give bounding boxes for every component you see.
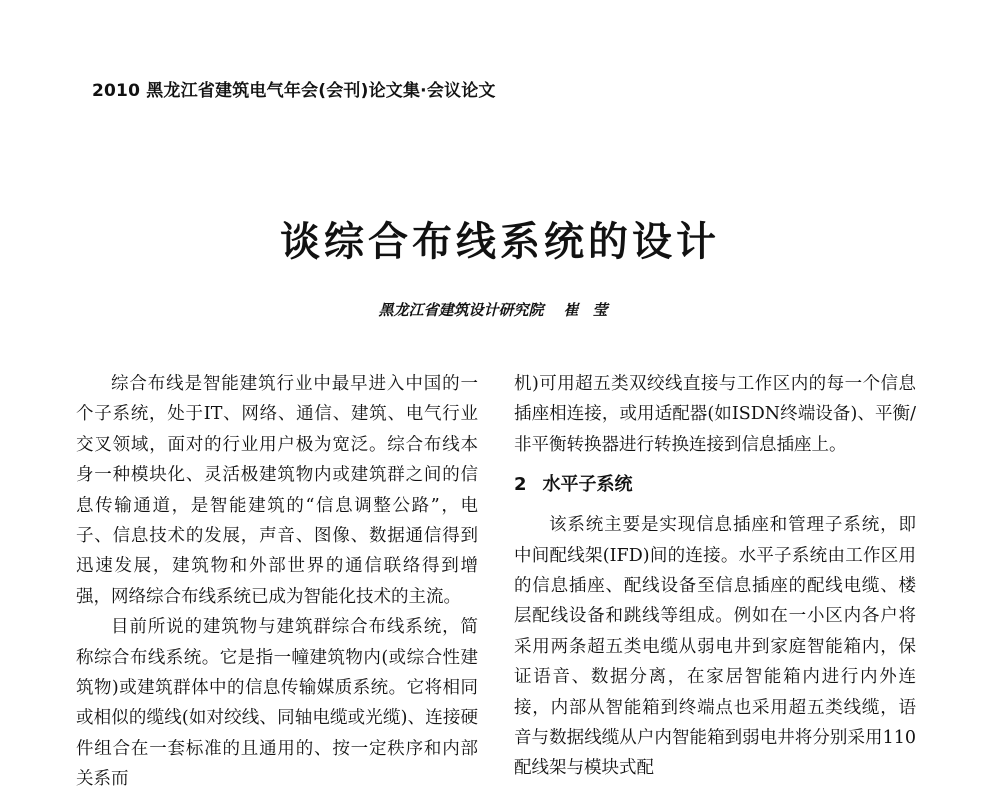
- body-paragraph: 该系统主要是实现信息插座和管理子系统，即中间配线架(IFD)间的连接。水平子系统由工作区用的信息插座、配线设备至信息插座的配线电缆、楼层配线设备和跳线等组成。例如在一小区内各户将采用两条超五类电缆从弱电井到家庭智能箱内，保证语音、数据分离，在家居智能箱内进行内外连接，内部从智能箱到终端点也采用超五类线缆，语音与数据线缆从户内智能箱到弱电井将分别采用110配线架与模块式配: [514, 515, 916, 779]
- author-name: 崔莹: [563, 301, 622, 319]
- body-paragraph: 目前所说的建筑物与建筑群综合布线系统，简称综合布线系统。它是指一幢建筑物内(或综合性建筑物)或建筑群体中的信息传输媒质系统。它将相同或相似的缆线(如对绞线、同轴电缆或光缆)、连接硬件组合在一套标准的且通用的、按一定秩序和内部关系而: [76, 617, 478, 790]
- body-paragraph: 综合布线是智能建筑行业中最早进入中国的一个子系统，处于IT、网络、通信、建筑、电气行业交叉领域，面对的行业用户极为宽泛。综合布线本身一种模块化、灵活极建筑物内或建筑群之间的信息传输通道，是智能建筑的“信息调整公路”，电子、信息技术的发展，声音、图像、数据通信得到迅速发展，建筑物和外部世界的通信联络得到增强，网络综合布线系统已成为智能化技术的主流。: [76, 374, 478, 607]
- running-header: 2010 黑龙江省建筑电气年会(会刊)论文集·会议论文: [92, 81, 496, 101]
- continued-paragraph: 机)可用超五类双绞线直接与工作区内的每一个信息插座相连接，或用适配器(如ISDN终端设备)、平衡/非平衡转换器进行转换连接到信息插座上。: [514, 374, 916, 455]
- left-column: [76, 369, 478, 795]
- right-column: [514, 369, 916, 784]
- affiliation: 黑龙江省建筑设计研究院: [378, 301, 544, 319]
- section-title: 水平子系统: [542, 474, 633, 496]
- section-heading: [514, 470, 916, 500]
- section-number: 2: [514, 474, 527, 496]
- byline: [0, 299, 1000, 320]
- article-title: 谈综合布线系统的设计: [280, 219, 720, 265]
